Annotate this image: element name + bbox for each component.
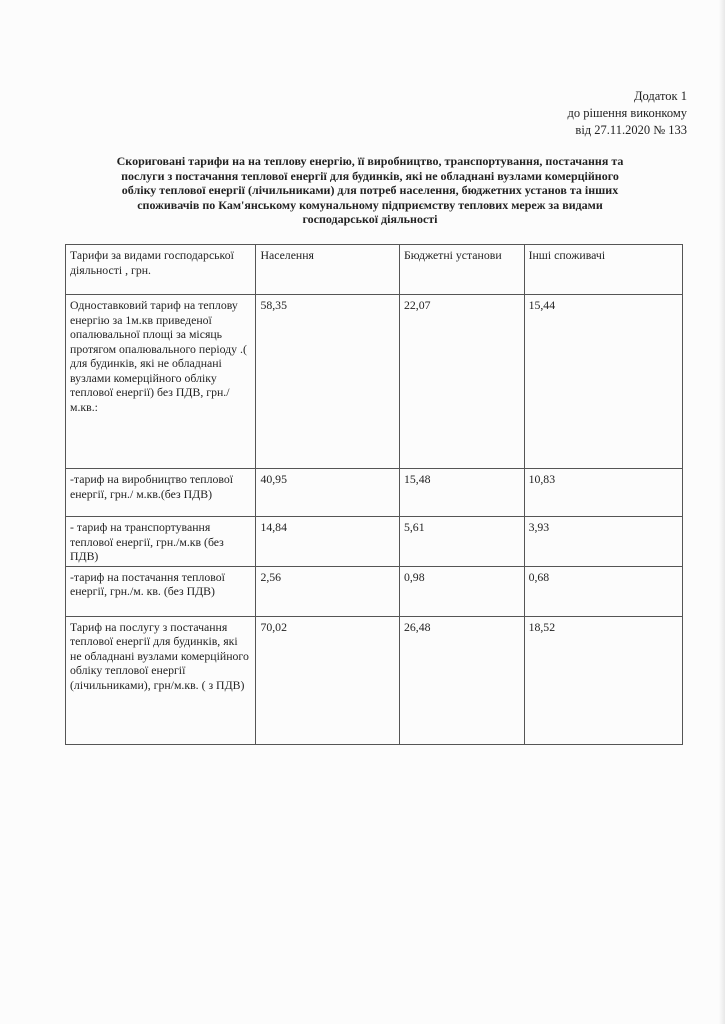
- row-label: Тариф на послугу з постачання теплової енергії для будинків, які не обладнані вузлами комерційного обліку теплової енергії (лічильниками), грн/м.кв. ( з ПДВ): [66, 616, 256, 744]
- value-population: 14,84: [256, 517, 400, 567]
- value-budget: 22,07: [399, 295, 524, 469]
- page-edge-shadow: [719, 0, 725, 1024]
- annex-header: [568, 88, 687, 139]
- value-budget: 5,61: [399, 517, 524, 567]
- value-other: 18,52: [524, 616, 682, 744]
- annex-number: Додаток 1: [634, 89, 687, 103]
- value-population: 40,95: [256, 469, 400, 517]
- value-budget: 15,48: [399, 469, 524, 517]
- header-activity: Тарифи за видами господарської діяльності , грн.: [66, 245, 256, 295]
- title-line-5: господарської діяльності: [302, 212, 438, 226]
- title-line-2: послуги з постачання теплової енергії для будинків, які не обладнані вузлами комерційного: [121, 168, 619, 183]
- row-label: -тариф на виробництво теплової енергії, грн./ м.кв.(без ПДВ): [66, 469, 256, 517]
- title-line-3: обліку теплової енергії (лічильниками) для потреб населення, бюджетних установ та інших: [121, 183, 619, 197]
- tariff-table: [65, 244, 683, 745]
- value-population: 70,02: [256, 616, 400, 744]
- value-other: 15,44: [524, 295, 682, 469]
- table-row: [66, 566, 683, 616]
- value-population: 2,56: [256, 566, 400, 616]
- value-budget: 0,98: [399, 566, 524, 616]
- value-other: 3,93: [524, 517, 682, 567]
- table-row: [66, 616, 683, 744]
- row-label: - тариф на транспортування теплової енергії, грн./м.кв (без ПДВ): [66, 517, 256, 567]
- table-header-row: [66, 245, 683, 295]
- header-budget: Бюджетні установи: [399, 245, 524, 295]
- annex-decision: до рішення виконкому: [567, 106, 687, 120]
- document-title: [60, 154, 680, 227]
- value-other: 0,68: [524, 566, 682, 616]
- table-row: [66, 517, 683, 567]
- title-line-4: споживачів по Кам'янському комунальному підприємству теплових мереж за видами: [137, 197, 603, 212]
- value-budget: 26,48: [399, 616, 524, 744]
- value-other: 10,83: [524, 469, 682, 517]
- value-population: 58,35: [256, 295, 400, 469]
- annex-date: від 27.11.2020 № 133: [575, 123, 687, 137]
- header-other: Інші споживачі: [524, 245, 682, 295]
- table-row: [66, 295, 683, 469]
- table-row: [66, 469, 683, 517]
- header-population: Населення: [256, 245, 400, 295]
- row-label: Одноставковий тариф на теплову енергію за 1м.кв приведеної опалювальної площі за місяць протягом опалювального періоду .( для будинків, які не обладнані вузлами комерційного обліку теплової енергії) без ПДВ, грн./м.кв.:: [66, 295, 256, 469]
- row-label: -тариф на постачання теплової енергії, грн./м. кв. (без ПДВ): [66, 566, 256, 616]
- title-line-1: Скориговані тарифи на на теплову енергію, її виробництво, транспортування, постачання та: [116, 154, 624, 168]
